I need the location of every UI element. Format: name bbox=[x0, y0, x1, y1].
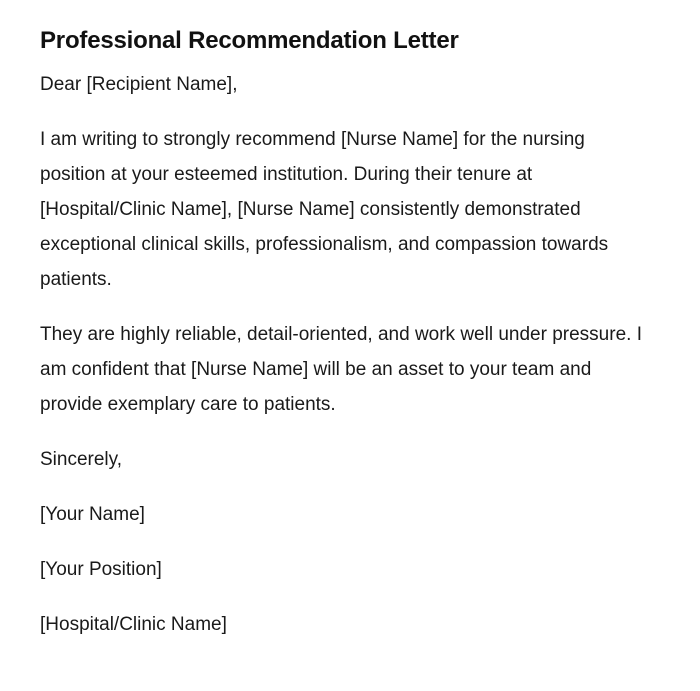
signature-name: [Your Name] bbox=[40, 504, 145, 525]
letter-greeting: Dear [Recipient Name], bbox=[40, 74, 238, 95]
signature-position: [Your Position] bbox=[40, 559, 162, 580]
recommendation-letter bbox=[40, 26, 650, 662]
signature-organization: [Hospital/Clinic Name] bbox=[40, 614, 227, 635]
letter-paragraph-2: They are highly reliable, detail-oriented, and work well under pressure. I am confident that [Nurse Name] will be an asset to your team and provide exemplary care to patients. bbox=[40, 324, 642, 415]
letter-title: Professional Recommendation Letter bbox=[40, 27, 459, 54]
letter-closing: Sincerely, bbox=[40, 449, 123, 470]
letter-paragraph-1: I am writing to strongly recommend [Nurse Name] for the nursing position at your esteemed institution. During their tenure at [Hospital/Clinic Name], [Nurse Name] consistently demonstrated exceptional clinical skills, professionalism, and compassion towards patients. bbox=[40, 129, 609, 290]
